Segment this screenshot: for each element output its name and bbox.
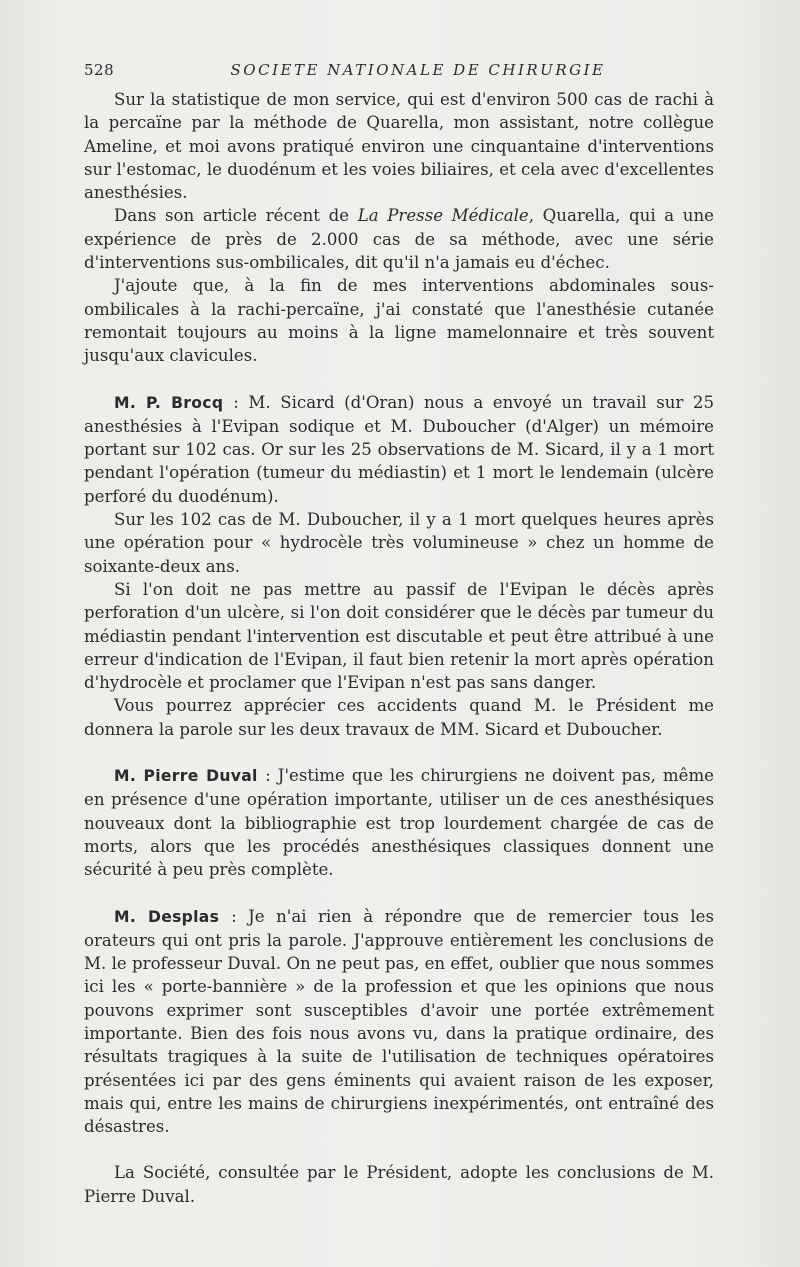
paragraph-evipan-danger: Si l'on doit ne pas mettre au passif de l'Evipan le décès après perforation d'un ulcère, si l'on doit considérer que le décès par tumeur du médiastin pendant l'intervention est discutable et peut être attribué à une erreur d'indication de l'Evipan, il faut bien retenir la mort après opération d'hydrocèle et proclamer que l'Evipan n'est pas sans danger.	[84, 579, 714, 693]
journal-title: La Presse Médicale	[357, 206, 529, 226]
paragraph-brocq: M. P. Brocq : M. Sicard (d'Oran) nous a envoyé un travail sur 25 anesthésies à l'Evipan sodique et M. Duboucher (d'Alger) un mémoire portant sur 102 cas. Or sur les 25 observations de M. Sicard, il y a 1 mort pendant l'opération (tumeur du médiastin) et 1 mort le lendemain (ulcère perforé du duodénum).	[84, 392, 714, 506]
paragraph-duboucher-cases: Sur les 102 cas de M. Duboucher, il y a 1 mort quelques heures après une opération pour « hydrocèle très volumineuse » chez un homme de soixante-deux ans.	[84, 510, 714, 576]
running-title: SOCIETE NATIONALE DE CHIRURGIE	[230, 61, 606, 79]
speaker-name: M. P. Brocq	[114, 393, 234, 412]
running-header	[84, 58, 712, 84]
speaker-name: M. Pierre Duval	[114, 767, 266, 786]
paragraph-anesthesia-level: J'ajoute que, à la fin de mes interventions abdominales sous-ombilicales à la rachi-percaïne, j'ai constaté que l'anesthésie cutanée remontait toujours au moins à la ligne mamelonnaire et très souvent jusqu'aux clavicules.	[84, 276, 714, 366]
paragraph-conclusion: La Société, consultée par le Président, adopte les conclusions de M. Pierre Duval.	[84, 1163, 714, 1206]
paragraph-desplas: M. Desplas : Je n'ai rien à répondre que de remercier tous les orateurs qui ont pris la parole. J'approuve entièrement les conclusions de M. le professeur Duval. On ne peut pas, en effet, oublier que nous sommes ici les « porte-bannière » de la profession et que les opinions que nous pouvons exprimer sont susceptibles d'avoir une portée extrêmement importante. Bien des fois nous avons vu, dans la pratique ordinaire, des résultats tragiques à la suite de l'utilisation de techniques opératoires présentées ici par des gens éminents qui avaient raison de les exposer, mais qui, entre les mains de chirurgiens inexpérimentés, ont entraîné des désastres.	[84, 906, 714, 1137]
body-text	[84, 88, 714, 1208]
page-number: 528	[84, 61, 115, 79]
paragraph-statistics: Sur la statistique de mon service, qui est d'environ 500 cas de rachi à la percaïne par la méthode de Quarella, mon assistant, notre collègue Ameline, et moi avons pratiqué environ une cinquantaine d'interventions sur l'estomac, le duodénum et les voies biliaires, et cela avec d'excellentes anesthésies.	[84, 90, 714, 203]
paragraph-quarella: Dans son article récent de La Presse Médicale, Quarella, qui a une expérience de près de 2.000 cas de sa méthode, avec une série d'interventions sus-ombilicales, dit qu'il n'a jamais eu d'échec.	[84, 206, 715, 273]
speaker-name: M. Desplas	[114, 907, 232, 926]
paragraph-president: Vous pourrez apprécier ces accidents quand M. le Président me donnera la parole sur les deux travaux de MM. Sicard et Duboucher.	[84, 696, 714, 739]
paragraph-duval: M. Pierre Duval : J'estime que les chirurgiens ne doivent pas, même en présence d'une opération importante, utiliser un de ces anesthésiques nouveaux dont la bibliographie est trop lourdement chargée de cas de morts, alors que les procédés anesthésiques classiques donnent une sécurité à peu près complète.	[84, 766, 714, 880]
